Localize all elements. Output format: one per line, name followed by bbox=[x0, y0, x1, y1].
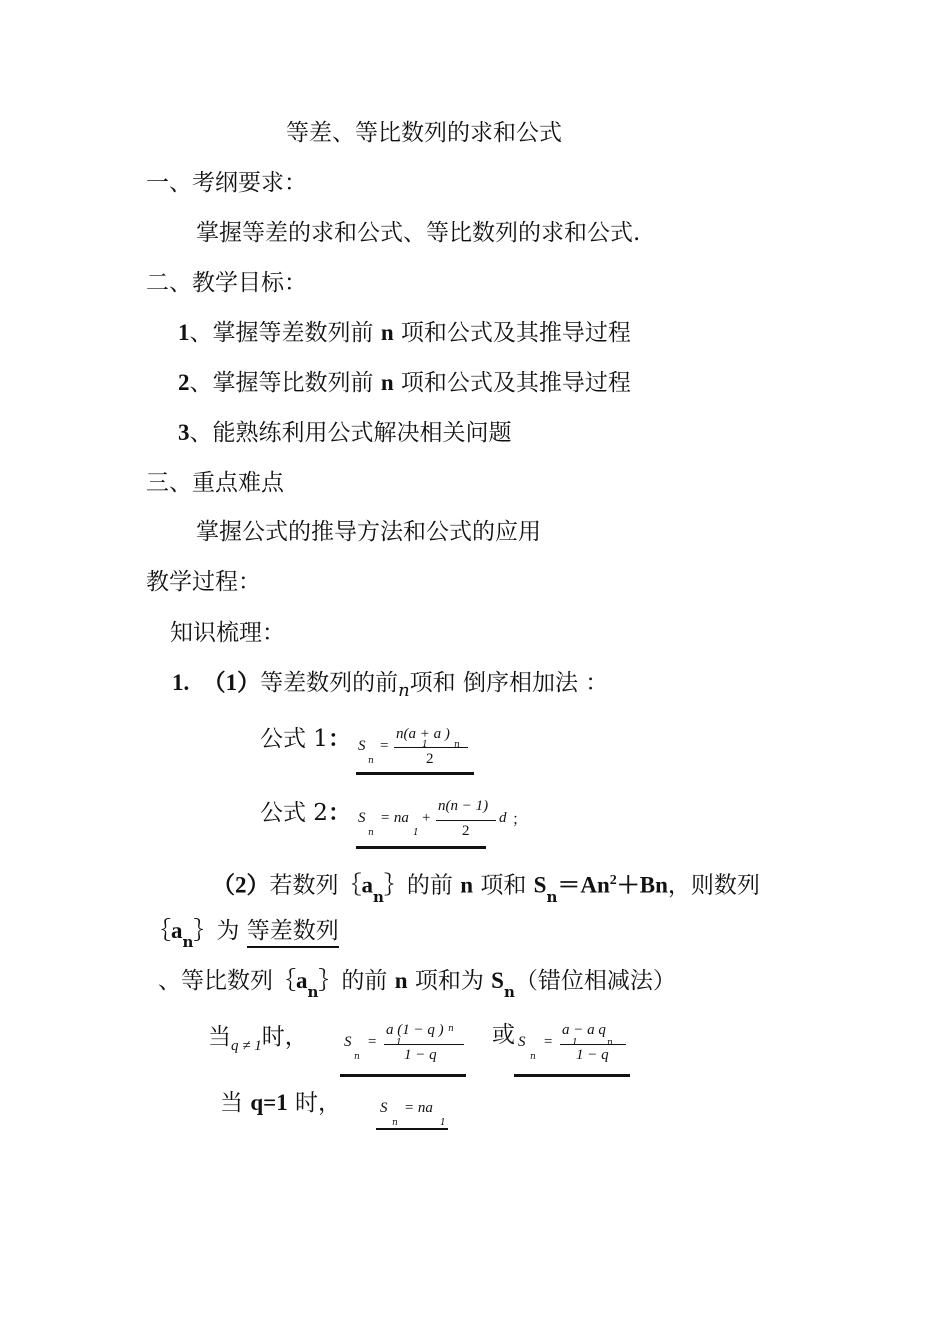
formula-S: S bbox=[344, 1034, 352, 1050]
part-2-text: 项和 bbox=[473, 872, 534, 899]
geo-text: （错位相减法） bbox=[514, 968, 676, 994]
part-2-sub-n: n bbox=[373, 887, 384, 906]
part-2-line-2 bbox=[148, 916, 339, 951]
fraction-bar bbox=[394, 747, 468, 748]
answer-underline bbox=[356, 846, 486, 849]
case-1-when bbox=[208, 1022, 308, 1055]
geo-n: n bbox=[394, 968, 408, 993]
goal-num: 2 bbox=[178, 370, 190, 395]
formula-label: 公式 2 bbox=[260, 800, 328, 826]
formula-sub-1: 1 bbox=[422, 740, 428, 750]
part-2-text: ｝的前 bbox=[383, 872, 461, 899]
item-1-n: n bbox=[398, 680, 410, 701]
formula-S: S bbox=[518, 1034, 526, 1050]
formula-sub-1: 1 bbox=[440, 1118, 446, 1128]
fraction-bar bbox=[436, 820, 496, 821]
goal-pre: 、能熟练利用公式解决相关问题 bbox=[189, 420, 512, 446]
fraction-bar bbox=[384, 1044, 464, 1045]
part-2-a: a bbox=[171, 918, 183, 943]
part-2-sub-n: n bbox=[182, 933, 194, 951]
process-sub: 知识梳理： bbox=[170, 620, 285, 646]
page-title: 等差、等比数列的求和公式 bbox=[286, 120, 562, 146]
part-2-formula: ＝An bbox=[557, 872, 610, 898]
geo-text: 项和为 bbox=[407, 968, 492, 994]
answer-underline bbox=[514, 1074, 630, 1077]
geo-S: S bbox=[491, 968, 504, 993]
formula-eq: = bbox=[368, 1034, 377, 1050]
answer-underline bbox=[356, 772, 474, 775]
formula-S: S bbox=[358, 810, 366, 826]
goal-num: 3 bbox=[178, 420, 190, 445]
case-text: 时， bbox=[261, 1024, 308, 1050]
formula-eq: = bbox=[380, 738, 389, 754]
formula-den: 1 − q bbox=[404, 1047, 437, 1063]
formula-2-label bbox=[260, 798, 351, 828]
goal-num: 1 bbox=[178, 320, 190, 345]
formula-sub-n: n bbox=[392, 1118, 398, 1128]
formula-eq: = na bbox=[380, 810, 409, 826]
goal-pre: 、掌握等比数列前 bbox=[189, 370, 381, 396]
formula-S: S bbox=[380, 1100, 388, 1116]
case-2-when bbox=[220, 1088, 341, 1118]
section-2-heading: 二、教学目标： bbox=[146, 270, 307, 296]
part-2-sub-n: n bbox=[546, 887, 558, 906]
case-text: 当 bbox=[208, 1024, 231, 1050]
item-1 bbox=[172, 668, 608, 700]
formula-sup-n: n bbox=[448, 1024, 454, 1034]
goal-pre: 、掌握等差数列前 bbox=[189, 320, 381, 346]
process-heading: 教学过程： bbox=[146, 569, 261, 595]
case-text: 当 bbox=[220, 1090, 251, 1116]
item-1-num: 1. bbox=[172, 670, 190, 695]
geo-sub-n: n bbox=[307, 983, 319, 1001]
part-2-num: （2） bbox=[212, 872, 270, 898]
formula-sub-n: n bbox=[368, 828, 374, 838]
part-2-text: ，则数列 bbox=[667, 872, 760, 899]
case-cond: q=1 bbox=[250, 1090, 288, 1115]
geo-formula-2 bbox=[514, 1020, 634, 1070]
formula-sub-n: n bbox=[368, 756, 374, 766]
formula-eq: = bbox=[544, 1034, 553, 1050]
formula-colon: ： bbox=[327, 726, 351, 751]
formula-label: 公式 1 bbox=[260, 726, 328, 752]
geo-text: 、等比数列｛ bbox=[158, 968, 296, 994]
formula-colon: ： bbox=[327, 800, 351, 825]
section-1-text: 掌握等差的求和公式、等比数列的求和公式. bbox=[196, 220, 641, 246]
goal-item-3 bbox=[178, 418, 512, 448]
formula-sub-1: 1 bbox=[572, 1038, 578, 1048]
formula-1-label bbox=[260, 724, 351, 754]
formula-sub-n: n bbox=[530, 1052, 536, 1062]
goal-post: 项和公式及其推导过程 bbox=[393, 320, 631, 346]
geo-sub-n: n bbox=[503, 983, 515, 1001]
formula-plus: + bbox=[422, 810, 431, 826]
section-3-heading: 三、重点难点 bbox=[146, 470, 284, 496]
part-2-formula: ＋Bn bbox=[616, 872, 668, 898]
goal-n: n bbox=[380, 320, 394, 345]
geo-formula-1 bbox=[340, 1020, 470, 1070]
formula-den: 2 bbox=[462, 823, 470, 839]
geo-line bbox=[158, 966, 676, 1001]
formula-1 bbox=[356, 726, 476, 776]
goal-item-1 bbox=[178, 318, 631, 348]
formula-num: a (1 − q ) bbox=[386, 1022, 444, 1038]
formula-num: a − a q bbox=[562, 1022, 606, 1038]
answer-text: 等差数列 bbox=[247, 918, 339, 948]
formula-sub-n2: n bbox=[607, 1038, 613, 1048]
geo-formula-3 bbox=[378, 1096, 458, 1132]
geo-a: a bbox=[296, 968, 308, 993]
answer-underline bbox=[340, 1074, 466, 1077]
formula-sub-n: n bbox=[354, 1052, 360, 1062]
goal-post: 项和公式及其推导过程 bbox=[393, 370, 631, 396]
formula-eq: = na bbox=[404, 1100, 433, 1116]
formula-S: S bbox=[358, 738, 366, 754]
answer-underline bbox=[376, 1128, 448, 1130]
formula-sub-n2: n bbox=[454, 740, 460, 750]
formula-den: 2 bbox=[426, 751, 434, 767]
goal-n: n bbox=[380, 370, 394, 395]
part-2-text: 若数列｛ bbox=[269, 872, 362, 899]
formula-2 bbox=[356, 796, 526, 846]
formula-sub-1: 1 bbox=[413, 828, 419, 838]
part-2-line-1 bbox=[212, 866, 760, 906]
formula-semi: ； bbox=[512, 812, 528, 828]
item-1-part: （1） bbox=[202, 670, 261, 695]
item-1-text: 等差数列的前 bbox=[260, 670, 399, 696]
case-cond: q ≠ 1 bbox=[231, 1038, 262, 1054]
section-3-content: 掌握公式的推导方法和公式的应用 bbox=[196, 519, 541, 545]
formula-den: 1 − q bbox=[576, 1047, 609, 1063]
formula-num: n(a + a ) bbox=[396, 726, 450, 742]
part-2-n: n bbox=[460, 872, 474, 898]
section-1-heading: 一、考纲要求： bbox=[146, 170, 307, 196]
section-1-content bbox=[196, 218, 640, 248]
fraction-bar bbox=[560, 1044, 626, 1045]
part-2-text: ｝为 bbox=[193, 918, 247, 944]
formula-d: d bbox=[499, 810, 507, 826]
case-1-or: 或 bbox=[492, 1022, 515, 1048]
formula-num: n(n − 1) bbox=[438, 798, 489, 814]
formula-sub-1: 1 bbox=[396, 1038, 402, 1048]
part-2-a: a bbox=[361, 872, 373, 898]
geo-text: ｝的前 bbox=[318, 968, 395, 994]
part-2-sup: 2 bbox=[609, 873, 617, 888]
item-1-text2: 项和 倒序相加法 ： bbox=[409, 670, 609, 696]
part-2-S: S bbox=[533, 872, 547, 898]
goal-item-2 bbox=[178, 368, 631, 398]
case-text: 时， bbox=[287, 1090, 342, 1116]
part-2-text: ｛ bbox=[148, 918, 171, 944]
